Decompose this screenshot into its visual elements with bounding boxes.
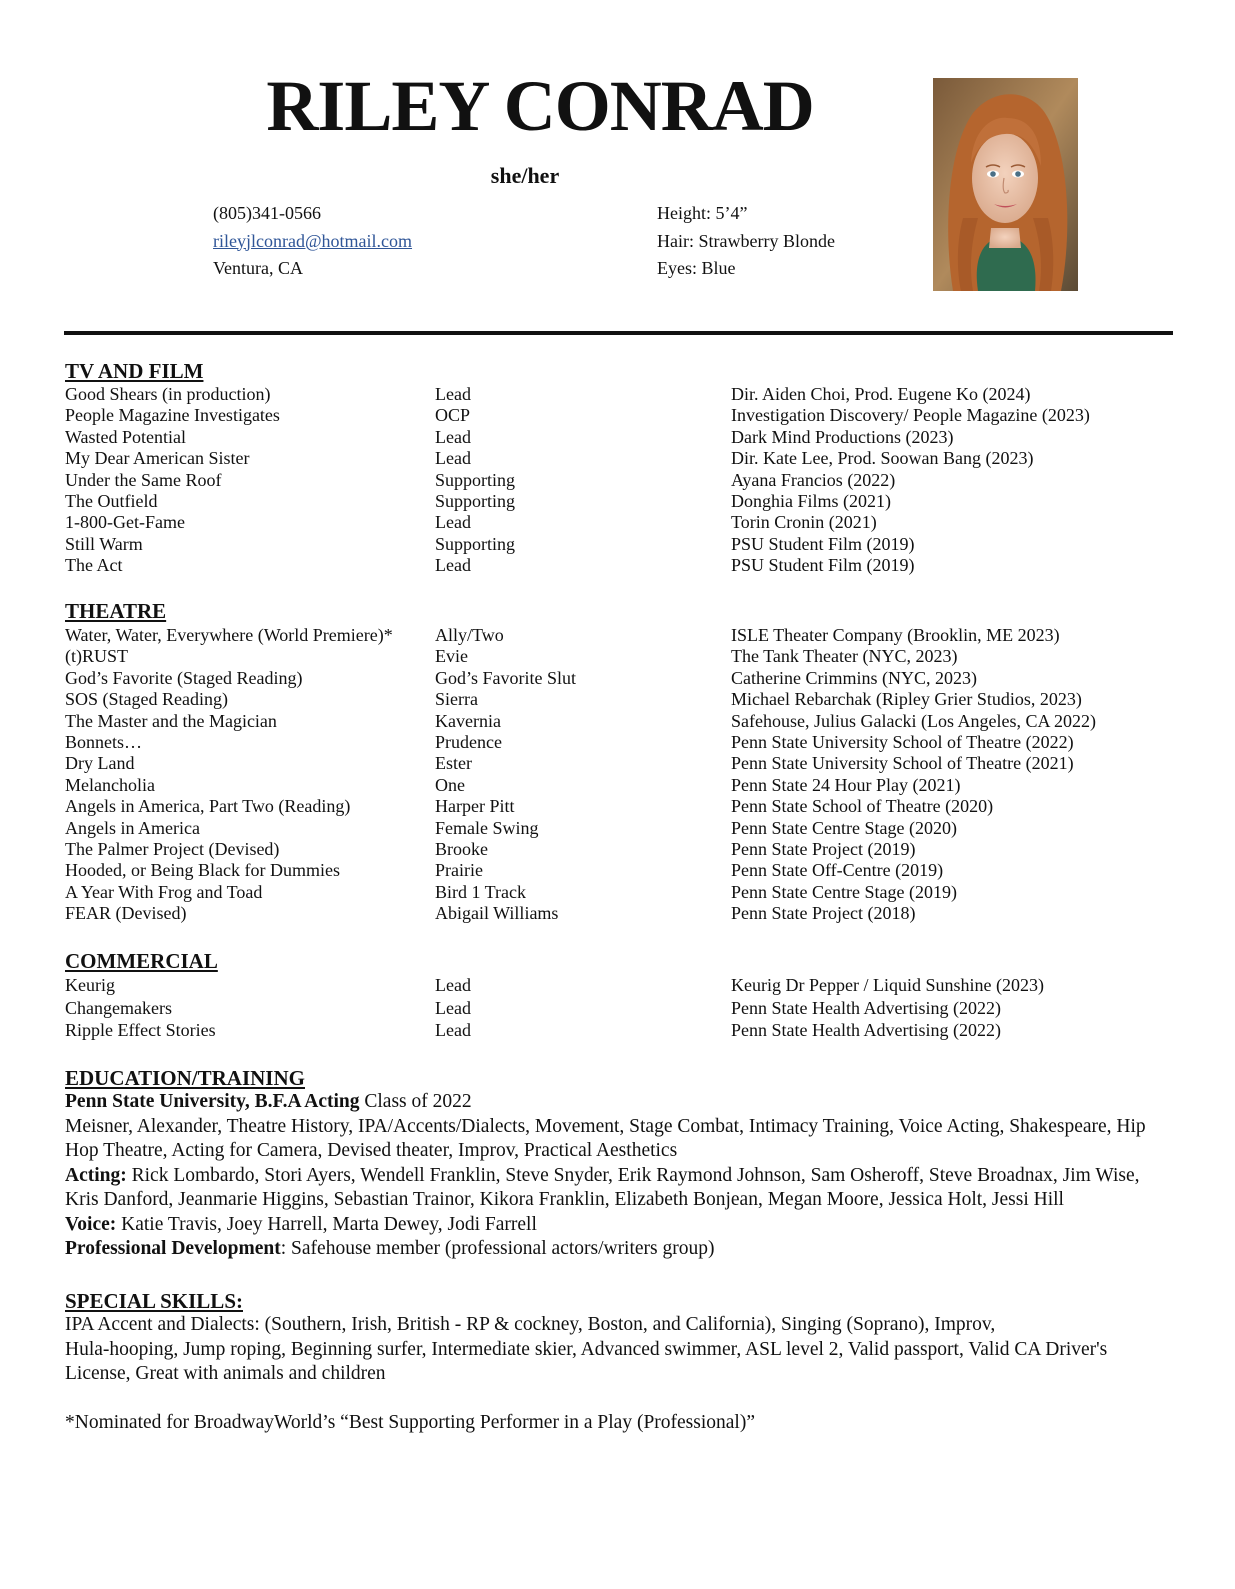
role: Abigail Williams [435,903,559,924]
project-title: Keurig [65,975,115,995]
company: The Tank Theater (NYC, 2023) [731,646,958,667]
class-year: Class of 2022 [359,1091,472,1112]
project-title: Hooded, or Being Black for Dummies [65,860,340,881]
company: Catherine Crimmins (NYC, 2023) [731,667,977,688]
credit-row [65,998,1175,1021]
project-title: A Year With Frog and Toad [65,881,263,902]
project-title: Ripple Effect Stories [65,1020,216,1040]
section-title-theatre: THEATRE [65,599,167,623]
voice-label: Voice: [65,1213,117,1235]
project-title: People Magazine Investigates [65,405,280,426]
role: Evie [435,646,468,667]
company: Penn State Centre Stage (2019) [731,881,957,902]
credit-row [65,646,1175,667]
company: Dir. Aiden Choi, Prod. Eugene Ko (2024) [731,384,1031,404]
headshot-photo [933,78,1078,291]
role: Ester [435,753,472,774]
physical-stats [657,200,835,283]
role: OCP [435,405,471,426]
role: Sierra [435,689,478,710]
school-degree: Penn State University, B.F.A Acting [65,1091,360,1112]
credit-row [65,512,1175,533]
project-title: Good Shears (in production) [65,384,271,404]
company: Penn State University School of Theatre (2021) [731,753,1074,774]
project-title: Changemakers [65,997,172,1018]
height-stat: Height: 5’4” [657,203,748,223]
role: Prudence [435,731,502,752]
project-title: My Dear American Sister [65,448,250,469]
role: Supporting [435,469,516,490]
role: Ally/Two [435,625,504,645]
project-title: (t)RUST [65,646,128,667]
section-title-education: EDUCATION/TRAINING [65,1066,305,1090]
project-title: Angels in America, Part Two (Reading) [65,796,351,817]
project-title: The Outfield [65,490,158,511]
company: Investigation Discovery/ People Magazine (2023) [731,405,1090,426]
role: Supporting [435,490,516,511]
degree-line [65,1090,1177,1115]
credit-row [65,711,1175,732]
acting-label: Acting: [65,1164,127,1186]
contact-info [213,200,412,283]
project-title: The Master and the Magician [65,710,277,731]
section-title-tv-film: TV AND FILM [65,359,204,383]
theatre-credits [65,625,1175,924]
credit-row [65,470,1175,491]
role: Lead [435,1020,471,1040]
prodev-label: Professional Development [65,1238,281,1259]
company: Penn State Off-Centre (2019) [731,860,944,881]
project-title: Angels in America [65,817,200,838]
project-title: Wasted Potential [65,426,187,447]
company: PSU Student Film (2019) [731,555,915,576]
credit-row [65,427,1175,448]
project-title: Melancholia [65,774,155,795]
company: Penn State School of Theatre (2020) [731,796,994,817]
company: Dark Mind Productions (2023) [731,426,954,447]
role: One [435,774,465,795]
credit-row [65,839,1175,860]
coursework: Meisner, Alexander, Theatre History, IPA/Accents/Dialects, Movement, Stage Combat, Intimacy Training, Voice Acting, Shakespeare, Hip Hop Theatre, Acting for Camera, Devised theater, Improv, Practical Aesthetics [65,1115,1146,1161]
credit-row [65,775,1175,796]
company: Penn State Health Advertising (2022) [731,997,1001,1018]
actor-name: RILEY CONRAD [266,66,814,146]
credit-row [65,1020,1175,1043]
role: Bird 1 Track [435,881,527,902]
credit-row [65,796,1175,817]
footnote: *Nominated for BroadwayWorld’s “Best Supporting Performer in a Play (Professional)” [65,1412,755,1433]
credit-row [65,732,1175,753]
company: ISLE Theater Company (Brooklin, ME 2023) [731,625,1060,645]
role: Female Swing [435,817,539,838]
credit-row [65,882,1175,903]
project-title: The Act [65,555,123,576]
professional-development [65,1237,1177,1262]
education-details [65,1090,1177,1262]
credit-row [65,405,1175,426]
pronouns: she/her [490,163,560,188]
skills-line-2: Hula-hooping, Jump roping, Beginning surfer, Intermediate skier, Advanced swimmer, ASL level 2, Valid passport, Valid CA Driver's License, Great with animals and children [65,1338,1108,1384]
company: Torin Cronin (2021) [731,512,877,533]
role: Prairie [435,860,483,881]
project-title: FEAR (Devised) [65,903,187,924]
role: Supporting [435,533,516,554]
hair-stat: Hair: Strawberry Blonde [657,230,835,251]
company: Safehouse, Julius Galacki (Los Angeles, CA 2022) [731,710,1096,731]
company: Michael Rebarchak (Ripley Grier Studios, 2023) [731,689,1082,710]
role: Lead [435,555,471,576]
credit-row [65,534,1175,555]
voice-teachers [65,1213,1177,1238]
project-title: SOS (Staged Reading) [65,689,228,710]
company: Penn State University School of Theatre (2022) [731,731,1074,752]
acting-teachers [65,1164,1177,1213]
project-title: Bonnets… [65,731,143,752]
role: God’s Favorite Slut [435,667,577,688]
company: Keurig Dr Pepper / Liquid Sunshine (2023) [731,975,1044,995]
commercial-credits [65,975,1175,1043]
credit-row [65,689,1175,710]
project-title: Still Warm [65,533,143,554]
skills-line-1: IPA Accent and Dialects: (Southern, Irish, British - RP & cockney, Boston, and California), Singing (Soprano), Improv, [65,1314,996,1335]
tv-film-credits [65,384,1175,577]
eyes-stat: Eyes: Blue [657,258,736,278]
role: Brooke [435,838,488,859]
company: Ayana Francios (2022) [731,469,896,490]
company: Penn State Health Advertising (2022) [731,1020,1001,1040]
credit-row [65,625,1175,646]
company: Penn State 24 Hour Play (2021) [731,774,961,795]
credit-row [65,818,1175,839]
credit-row [65,384,1175,405]
role: Kavernia [435,710,501,731]
email-link[interactable]: rileyjlconrad@hotmail.com [213,230,413,251]
project-title: Under the Same Roof [65,469,222,490]
project-title: 1-800-Get-Fame [65,512,185,533]
credit-row [65,753,1175,774]
location: Ventura, CA [213,258,303,278]
project-title: The Palmer Project (Devised) [65,838,280,859]
company: PSU Student Film (2019) [731,533,915,554]
project-title: Dry Land [65,753,135,774]
role: Lead [435,997,471,1018]
header-divider [64,331,1173,335]
credit-row [65,491,1175,512]
role: Harper Pitt [435,796,515,817]
company: Penn State Centre Stage (2020) [731,817,957,838]
prodev-text: : Safehouse member (professional actors/writers group) [280,1238,715,1259]
credit-row [65,448,1175,469]
company: Penn State Project (2019) [731,838,916,859]
role: Lead [435,384,471,404]
phone-number: (805)341-0566 [213,203,321,223]
credit-row [65,975,1175,998]
role: Lead [435,975,471,995]
credit-row [65,860,1175,881]
company: Penn State Project (2018) [731,903,916,924]
role: Lead [435,512,471,533]
voice-teachers-list: Katie Travis, Joey Harrell, Marta Dewey, Jodi Farrell [116,1213,537,1235]
company: Donghia Films (2021) [731,490,891,511]
section-title-skills: SPECIAL SKILLS: [65,1289,243,1313]
skills-details [65,1313,1177,1387]
credit-row [65,668,1175,689]
acting-teachers-list: Rick Lombardo, Stori Ayers, Wendell Franklin, Steve Snyder, Erik Raymond Johnson, Sam Osheroff, Steve Broadnax, Jim Wise, Kris Danford, Jeanmarie Higgins, Sebastian Trainor, Kikora Franklin, Elizabeth Bonjean, Megan Moore, Jessica Holt, Jessi Hill [65,1164,1140,1210]
role: Lead [435,448,471,469]
section-title-commercial: COMMERCIAL [65,949,218,973]
company: Dir. Kate Lee, Prod. Soowan Bang (2023) [731,448,1034,469]
credit-row [65,555,1175,576]
role: Lead [435,426,471,447]
project-title: Water, Water, Everywhere (World Premiere)* [65,625,393,645]
project-title: God’s Favorite (Staged Reading) [65,667,303,688]
credit-row [65,903,1175,924]
